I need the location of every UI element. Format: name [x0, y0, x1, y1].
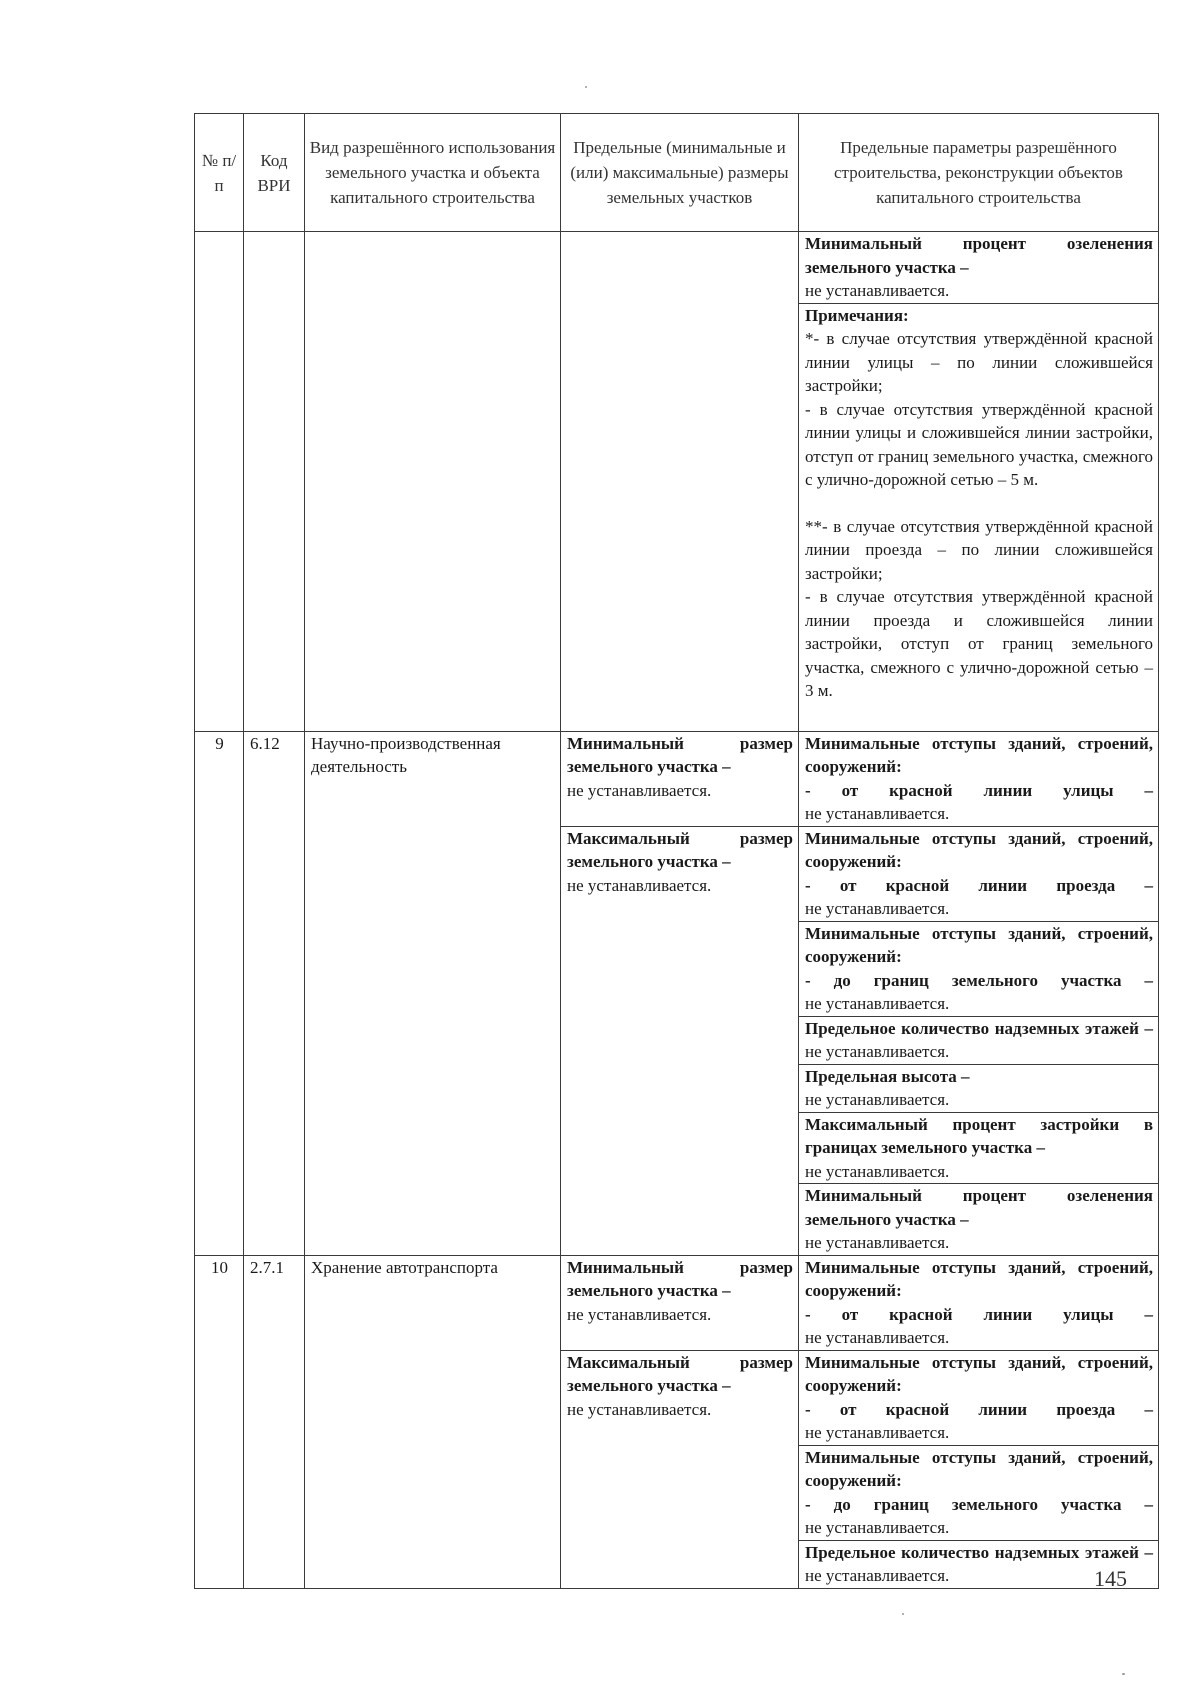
- param-line: - от красной линии проезда –: [805, 875, 1153, 895]
- param-title: Минимальные отступы зданий, строений, сооружений:: [805, 828, 1153, 871]
- row-use-name: Хранение автотранспорта: [305, 1255, 561, 1588]
- scan-speck: [902, 1613, 904, 1615]
- param-value: не устанавливается.: [805, 1233, 950, 1252]
- notes-title: Примечания:: [805, 305, 909, 325]
- param-cell: [799, 1350, 1159, 1445]
- param-cell: [799, 232, 1159, 304]
- param-title: Минимальные отступы зданий, строений, сооружений:: [805, 1352, 1153, 1395]
- param-title: Минимальные отступы зданий, строений, сооружений:: [805, 733, 1153, 776]
- param-title: Минимальные отступы зданий, строений, сооружений:: [805, 1257, 1153, 1300]
- row-use-name: Научно-производственная деятельность: [305, 731, 561, 1255]
- param-title: Предельное количество надземных этажей –: [805, 1018, 1153, 1038]
- size-value: не устанавливается.: [567, 875, 712, 895]
- param-cell: [799, 826, 1159, 921]
- param-value: не устанавливается.: [805, 994, 950, 1013]
- row-code: 2.7.1: [244, 1255, 305, 1588]
- size-title: Минимальный размер земельного участка –: [567, 1257, 793, 1300]
- param-title: Максимальный процент застройки в границах земельного участка –: [805, 1114, 1153, 1157]
- size-title: Максимальный размер земельного участка –: [567, 828, 793, 871]
- param-line: - от красной линии проезда –: [805, 1399, 1153, 1419]
- notes-cell: [799, 303, 1159, 731]
- continuation-row: [195, 232, 1159, 304]
- param-line: - от красной линии улицы –: [805, 1304, 1153, 1324]
- param-line: - до границ земельного участка –: [805, 1494, 1153, 1514]
- param-value: не устанавливается.: [805, 804, 950, 823]
- param-value: не устанавливается.: [805, 1090, 950, 1109]
- cont-num-cell: [195, 232, 244, 732]
- note-paragraph: *- в случае отсутствия утверждённой красной линии улицы – по линии сложившейся застройки;: [805, 329, 1153, 395]
- cont-size-cell: [561, 232, 799, 732]
- header-use: Вид разрешённого использования земельного участка и объекта капитального строительства: [305, 114, 561, 232]
- header-params: Предельные параметры разрешённого строительства, реконструкции объектов капитального строительства: [799, 114, 1159, 232]
- min-size-cell: [561, 731, 799, 826]
- header-code: Код ВРИ: [244, 114, 305, 232]
- param-value: не устанавливается.: [805, 281, 950, 300]
- note-paragraph: **- в случае отсутствия утверждённой красной линии проезда – по линии сложившейся застройки;: [805, 516, 1153, 583]
- row-num: 10: [195, 1255, 244, 1588]
- param-cell: [799, 1112, 1159, 1184]
- table-row: [195, 731, 1159, 826]
- header-size: Предельные (минимальные и (или) максимальные) размеры земельных участков: [561, 114, 799, 232]
- param-cell: [799, 731, 1159, 826]
- param-title: Предельная высота –: [805, 1066, 970, 1086]
- param-value: не устанавливается.: [805, 1328, 950, 1347]
- size-value: не устанавливается.: [567, 780, 712, 800]
- header-num: № п/ п: [195, 114, 244, 232]
- param-cell: [799, 1184, 1159, 1256]
- param-title: Минимальный процент озеленения земельного участка –: [805, 1186, 1153, 1229]
- note-paragraph: - в случае отсутствия утверждённой красной линии проезда и сложившейся линии застройки, отступ от границ земельного участка, смежного с улично-дорожной сетью – 3 м.: [805, 587, 1153, 700]
- scan-speck: [1122, 1673, 1125, 1675]
- max-size-cell: [561, 1350, 799, 1588]
- note-paragraph: - в случае отсутствия утверждённой красной линии улицы и сложившейся линии застройки, отступ от границ земельного участка, смежного с улично-дорожной сетью – 5 м.: [805, 399, 1153, 489]
- param-value: не устанавливается.: [805, 899, 950, 918]
- param-title: Минимальные отступы зданий, строений, сооружений:: [805, 1447, 1153, 1490]
- param-value: не устанавливается.: [805, 1518, 950, 1537]
- param-line: - от красной линии улицы –: [805, 780, 1153, 800]
- table-row: [195, 1255, 1159, 1350]
- param-value: не устанавливается.: [805, 1566, 950, 1585]
- param-cell: [799, 1445, 1159, 1540]
- row-code: 6.12: [244, 731, 305, 1255]
- cont-name-cell: [305, 232, 561, 732]
- param-title: Минимальные отступы зданий, строений, сооружений:: [805, 923, 1153, 966]
- size-value: не устанавливается.: [567, 1399, 712, 1419]
- size-title: Максимальный размер земельного участка –: [567, 1352, 793, 1395]
- size-title: Минимальный размер земельного участка –: [567, 733, 793, 776]
- param-line: - до границ земельного участка –: [805, 970, 1153, 990]
- param-value: не устанавливается.: [805, 1423, 950, 1442]
- max-size-cell: [561, 826, 799, 1255]
- table-header-row: [195, 114, 1159, 232]
- param-title: Минимальный процент озеленения земельного участка –: [805, 234, 1153, 277]
- scan-speck: [585, 86, 587, 88]
- regulations-table: [194, 113, 1159, 1589]
- param-cell: [799, 1016, 1159, 1064]
- param-title: Предельное количество надземных этажей –: [805, 1542, 1153, 1562]
- min-size-cell: [561, 1255, 799, 1350]
- param-value: не устанавливается.: [805, 1161, 950, 1181]
- param-cell: [799, 1255, 1159, 1350]
- row-num: 9: [195, 731, 244, 1255]
- page-number: 145: [1094, 1566, 1127, 1591]
- size-value: не устанавливается.: [567, 1304, 712, 1324]
- cont-code-cell: [244, 232, 305, 732]
- param-cell: [799, 921, 1159, 1016]
- param-cell: [799, 1064, 1159, 1112]
- param-value: не устанавливается.: [805, 1042, 950, 1061]
